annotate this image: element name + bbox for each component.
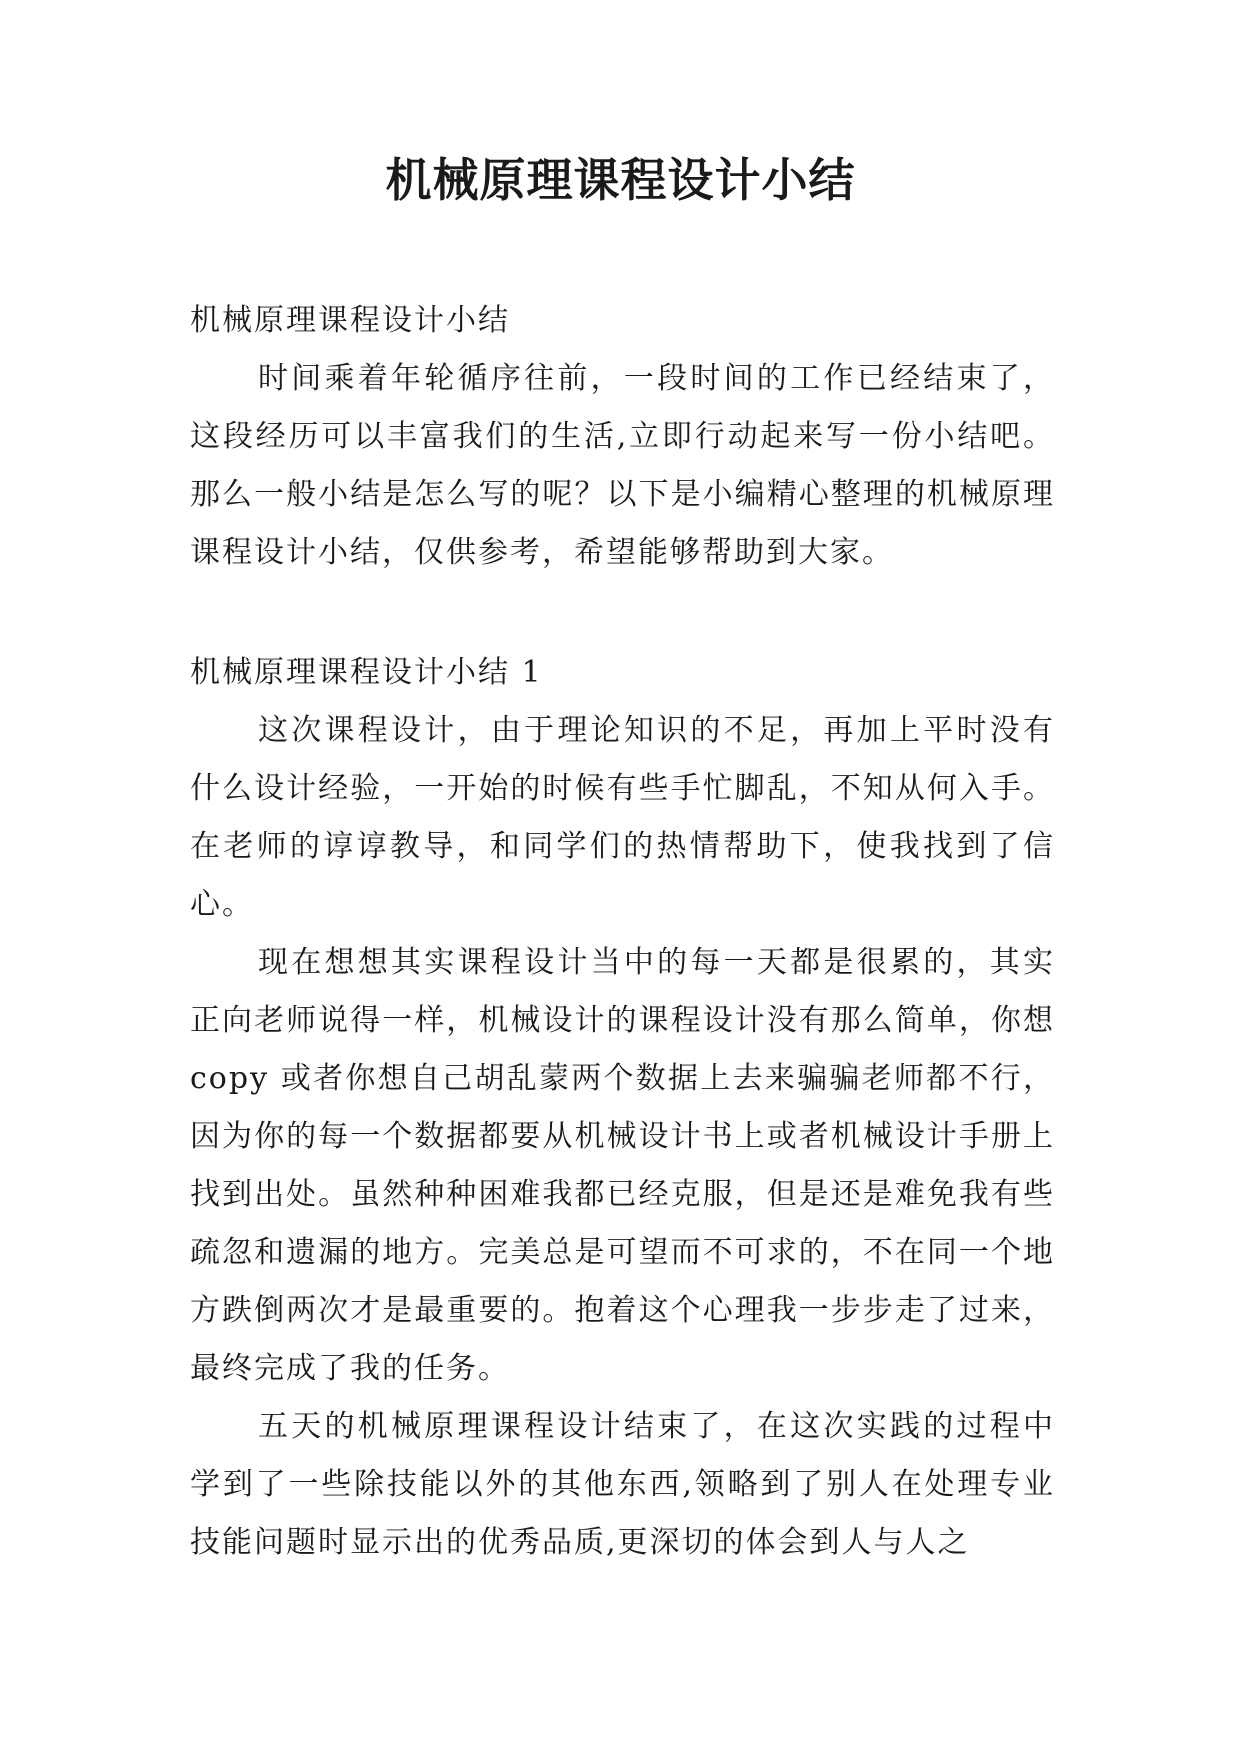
- intro-paragraph: 时间乘着年轮循序往前，一段时间的工作已经结束了，这段经历可以丰富我们的生活,立即行动起来写一份小结吧。那么一般小结是怎么写的呢？以下是小编精心整理的机械原理课程设计小结，仅供参考，希望能够帮助到大家。: [190, 361, 1055, 570]
- document-title: 机械原理课程设计小结: [385, 153, 856, 207]
- section1-paragraph-2: 现在想想其实课程设计当中的每一天都是很累的，其实正向老师说得一样，机械设计的课程设计没有那么简单，你想 copy 或者你想自己胡乱蒙两个数据上去来骗骗老师都不行，因为你的每一个数据都要从机械设计书上或者机械设计手册上找到出处。虽然种种困难我都已经克服，但是还是难免我有些疏忽和遗漏的地方。完美总是可望而不可求的，不在同一个地方跌倒两次才是最重要的。抱着这个心理我一步步走了过来，最终完成了我的任务。: [190, 945, 1055, 1386]
- section1-heading: 机械原理课程设计小结 1: [190, 655, 543, 690]
- section-spacer: [190, 582, 1055, 644]
- section1-paragraph-3: 五天的机械原理课程设计结束了，在这次实践的过程中学到了一些除技能以外的其他东西,领略到了别人在处理专业技能问题时显示出的优秀品质,更深切的体会到人与人之: [190, 1409, 1055, 1560]
- document-body: [190, 292, 1055, 1572]
- intro-heading: 机械原理课程设计小结: [190, 303, 510, 338]
- section1-paragraph-1: 这次课程设计，由于理论知识的不足，再加上平时没有什么设计经验，一开始的时候有些手忙脚乱，不知从何入手。在老师的谆谆教导，和同学们的热情帮助下，使我找到了信心。: [190, 713, 1055, 922]
